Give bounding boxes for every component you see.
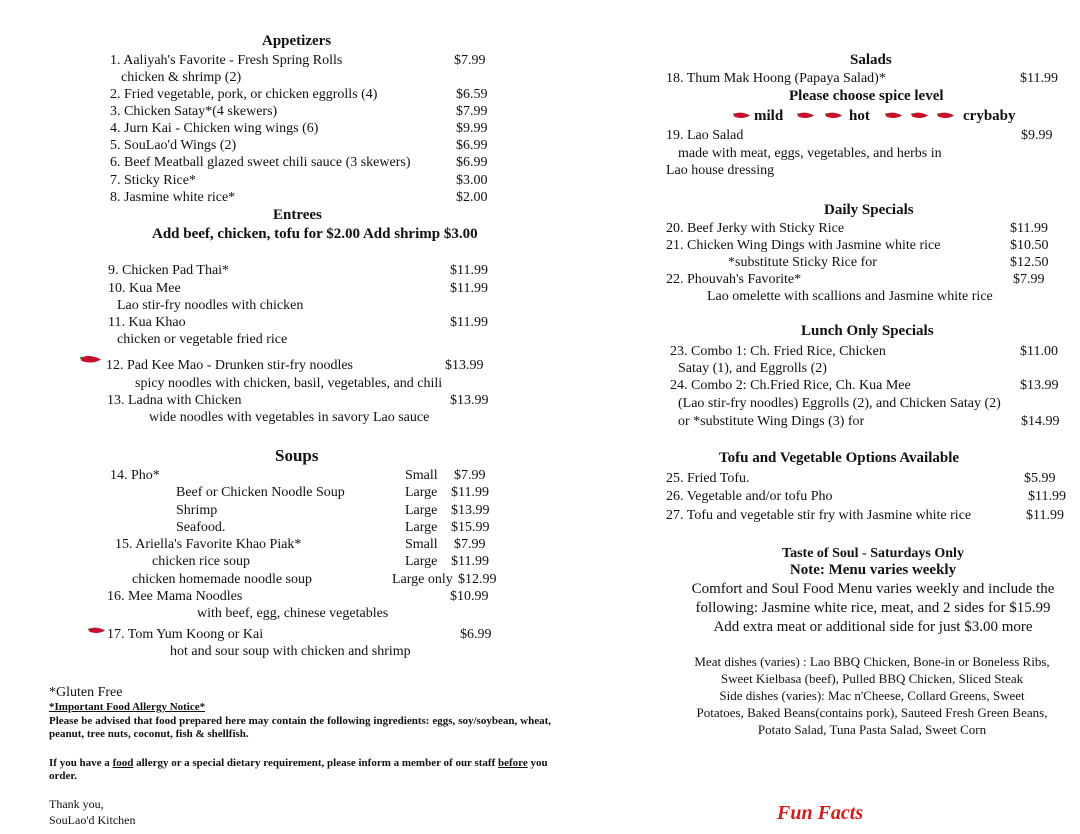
side-dishes-line: Potato Salad, Tuna Pasta Salad, Sweet Corn (757, 722, 987, 737)
salads-heading: Salads (850, 52, 892, 68)
size-label: Large (405, 485, 438, 500)
menu-item-name: 22. Phouvah's Favorite* (666, 272, 802, 287)
menu-item-name: 4. Jurn Kai - Chicken wing wings (6) (110, 121, 319, 136)
menu-item-name: 25. Fried Tofu. (666, 471, 750, 486)
menu-item-name: 11. Kua Khao (108, 315, 186, 330)
menu-item-desc: chicken homemade noodle soup (132, 572, 313, 587)
restaurant-signature: SouLao'd Kitchen (49, 813, 136, 827)
menu-item-price: $14.99 (1021, 414, 1060, 429)
menu-item-desc: Lao omelette with scallions and Jasmine white rice (707, 289, 993, 304)
menu-item-name: 24. Combo 2: Ch.Fried Rice, Ch. Kua Mee (670, 378, 911, 393)
side-dishes-line: Side dishes (varies): Mac n'Cheese, Collard Greens, Sweet (719, 688, 1025, 703)
taste-of-soul-heading: Taste of Soul - Saturdays Only (782, 546, 964, 561)
menu-item-desc: chicken & shrimp (2) (121, 70, 242, 85)
menu-item-price: $6.59 (456, 87, 488, 102)
taste-of-soul-line: Add extra meat or additional side for just $3.00 more (713, 619, 1033, 635)
menu-item-name: 12. Pad Kee Mao - Drunken stir-fry noodles (106, 358, 353, 373)
taste-of-soul-line: following: Jasmine white rice, meat, and 2 sides for $15.99 (695, 600, 1051, 616)
chili-pepper-icon (885, 111, 903, 120)
meat-dishes-line: Meat dishes (varies) : Lao BBQ Chicken, Bone-in or Boneless Ribs, (694, 654, 1050, 669)
menu-item-name: 18. Thum Mak Hoong (Papaya Salad)* (666, 71, 886, 86)
fun-facts-heading: Fun Facts (777, 802, 864, 824)
menu-item-desc: Seafood. (176, 520, 226, 535)
size-label: Large only (392, 572, 453, 587)
menu-item-desc: Beef or Chicken Noodle Soup (176, 485, 345, 500)
menu-item-desc: Lao house dressing (666, 163, 775, 178)
menu-item-desc: or *substitute Wing Dings (3) for (678, 414, 865, 429)
menu-item-name: 19. Lao Salad (666, 128, 744, 143)
menu-item-desc: Satay (1), and Eggrolls (2) (678, 361, 827, 376)
allergy-instruction-part: allergy or a special dietary requirement, please inform a member of our staff (133, 757, 499, 769)
menu-item-name: 23. Combo 1: Ch. Fried Rice, Chicken (670, 344, 886, 359)
menu-item-name: 10. Kua Mee (108, 281, 181, 296)
size-label: Large (405, 520, 438, 535)
menu-item-name: 9. Chicken Pad Thai* (108, 263, 230, 278)
menu-item-name: 2. Fried vegetable, pork, or chicken eggrolls (4) (110, 87, 378, 102)
size-label: Small (405, 468, 438, 483)
allergy-notice-text: Please be advised that food prepared here may contain the following ingredients: eggs, soy/soybean, wheat, peanut, tree nuts, coconut, fish & shellfish. (49, 715, 551, 740)
spice-hot: hot (849, 108, 870, 124)
menu-item-price: $11.99 (451, 554, 489, 569)
menu-item-desc: hot and sour soup with chicken and shrimp (170, 644, 411, 659)
chili-pepper-icon (825, 111, 843, 120)
menu-item-price: $13.99 (451, 503, 490, 518)
chili-pepper-icon (733, 111, 751, 120)
menu-item-name: 14. Pho* (110, 468, 160, 483)
menu-item-price: $11.00 (1020, 344, 1058, 359)
menu-item-price: $11.99 (1010, 221, 1048, 236)
allergy-instruction-part: If you have a (49, 757, 113, 769)
side-dishes-line: Potatoes, Baked Beans(contains pork), Sauteed Fresh Green Beans, (696, 705, 1048, 720)
allergy-notice-title: *Important Food Allergy Notice* (49, 701, 206, 713)
gluten-free-note: *Gluten Free (49, 685, 123, 700)
menu-item-name: *substitute Sticky Rice for (728, 255, 877, 270)
menu-item-price: $9.99 (1021, 128, 1053, 143)
menu-item-price: $11.99 (1020, 71, 1058, 86)
size-label: Large (405, 503, 438, 518)
menu-item-price: $7.99 (454, 468, 486, 483)
size-label: Small (405, 537, 438, 552)
menu-item-name: 3. Chicken Satay*(4 skewers) (110, 104, 278, 119)
menu-item-price: $13.99 (450, 393, 489, 408)
spice-level-heading: Please choose spice level (789, 88, 944, 104)
tofu-options-heading: Tofu and Vegetable Options Available (719, 450, 960, 466)
menu-item-desc: spicy noodles with chicken, basil, vegetables, and chili (135, 376, 443, 391)
menu-item-name: 8. Jasmine white rice* (110, 190, 236, 205)
menu-item-name: 7. Sticky Rice* (110, 173, 196, 188)
entrees-heading: Entrees (273, 207, 322, 223)
menu-item-desc: Shrimp (176, 503, 218, 518)
menu-item-price: $7.99 (454, 537, 486, 552)
menu-item-desc: with beef, egg, chinese vegetables (197, 606, 389, 621)
menu-item-name: 15. Ariella's Favorite Khao Piak* (115, 537, 302, 552)
menu-item-price: $12.99 (458, 572, 497, 587)
menu-item-price: $7.99 (1013, 272, 1045, 287)
menu-item-name: 21. Chicken Wing Dings with Jasmine white rice (666, 238, 941, 253)
allergy-instruction-food: food (112, 757, 134, 769)
menu-item-price: $13.99 (445, 358, 484, 373)
menu-item-price: $3.00 (456, 173, 488, 188)
menu-item-price: $6.99 (456, 155, 488, 170)
spice-crybaby: crybaby (963, 108, 1016, 124)
menu-item-price: $11.99 (451, 485, 489, 500)
menu-item-name: 27. Tofu and vegetable stir fry with Jasmine white rice (666, 508, 972, 523)
menu-item-price: $2.00 (456, 190, 488, 205)
chili-pepper-icon (937, 111, 955, 120)
chili-pepper-icon (88, 626, 106, 635)
menu-item-price: $6.99 (456, 138, 488, 153)
menu-item-price: $15.99 (451, 520, 490, 535)
menu-item-price: $5.99 (1024, 471, 1056, 486)
menu-item-price: $11.99 (450, 263, 488, 278)
chili-pepper-icon (80, 354, 102, 365)
menu-item-price: $11.99 (1028, 489, 1066, 504)
chili-pepper-icon (797, 111, 815, 120)
menu-item-price: $13.99 (1020, 378, 1059, 393)
size-label: Large (405, 554, 438, 569)
menu-item-price: $10.50 (1010, 238, 1049, 253)
soups-heading: Soups (275, 446, 319, 465)
taste-of-soul-note: Note: Menu varies weekly (789, 562, 957, 578)
menu-item-price: $12.50 (1010, 255, 1049, 270)
menu-item-desc: chicken or vegetable fried rice (117, 332, 288, 347)
menu-item-price: $7.99 (454, 53, 486, 68)
menu-item-name: 13. Ladna with Chicken (107, 393, 242, 408)
menu-item-desc: (Lao stir-fry noodles) Eggrolls (2), and Chicken Satay (2) (678, 396, 1001, 411)
menu-item-desc: wide noodles with vegetables in savory Lao sauce (149, 410, 430, 425)
menu-item-price: $7.99 (456, 104, 488, 119)
thank-you-text: Thank you, (49, 797, 104, 811)
entrees-subtitle: Add beef, chicken, tofu for $2.00 Add shrimp $3.00 (152, 226, 478, 242)
menu-item-name: 5. SouLao'd Wings (2) (110, 138, 237, 153)
menu-item-name: 20. Beef Jerky with Sticky Rice (666, 221, 845, 236)
menu-item-name: 17. Tom Yum Koong or Kai (107, 627, 264, 642)
menu-item-desc: chicken rice soup (152, 554, 250, 569)
taste-of-soul-line: Comfort and Soul Food Menu varies weekly and include the (691, 581, 1055, 597)
allergy-instruction-before: before (498, 757, 528, 769)
menu-item-price: $10.99 (450, 589, 489, 604)
lunch-specials-heading: Lunch Only Specials (801, 323, 934, 339)
menu-item-price: $11.99 (1026, 508, 1064, 523)
menu-item-price: $9.99 (456, 121, 488, 136)
menu-item-price: $11.99 (450, 281, 488, 296)
allergy-instruction (49, 757, 551, 783)
menu-item-desc: Lao stir-fry noodles with chicken (117, 298, 304, 313)
chili-pepper-icon (911, 111, 929, 120)
menu-item-name: 16. Mee Mama Noodles (107, 589, 243, 604)
appetizers-heading: Appetizers (262, 33, 332, 49)
menu-item-name: 26. Vegetable and/or tofu Pho (666, 489, 833, 504)
daily-specials-heading: Daily Specials (824, 202, 914, 218)
menu-item-price: $11.99 (450, 315, 488, 330)
meat-dishes-line: Sweet Kielbasa (beef), Pulled BBQ Chicken, Sliced Steak (720, 671, 1024, 686)
spice-mild: mild (754, 108, 784, 124)
menu-item-price: $6.99 (460, 627, 492, 642)
menu-item-name: 1. Aaliyah's Favorite - Fresh Spring Rolls (110, 53, 343, 68)
menu-item-desc: made with meat, eggs, vegetables, and herbs in (678, 146, 942, 161)
menu-item-name: 6. Beef Meatball glazed sweet chili sauce (3 skewers) (110, 155, 411, 170)
allergy-instruction-part: you order. (49, 757, 548, 782)
